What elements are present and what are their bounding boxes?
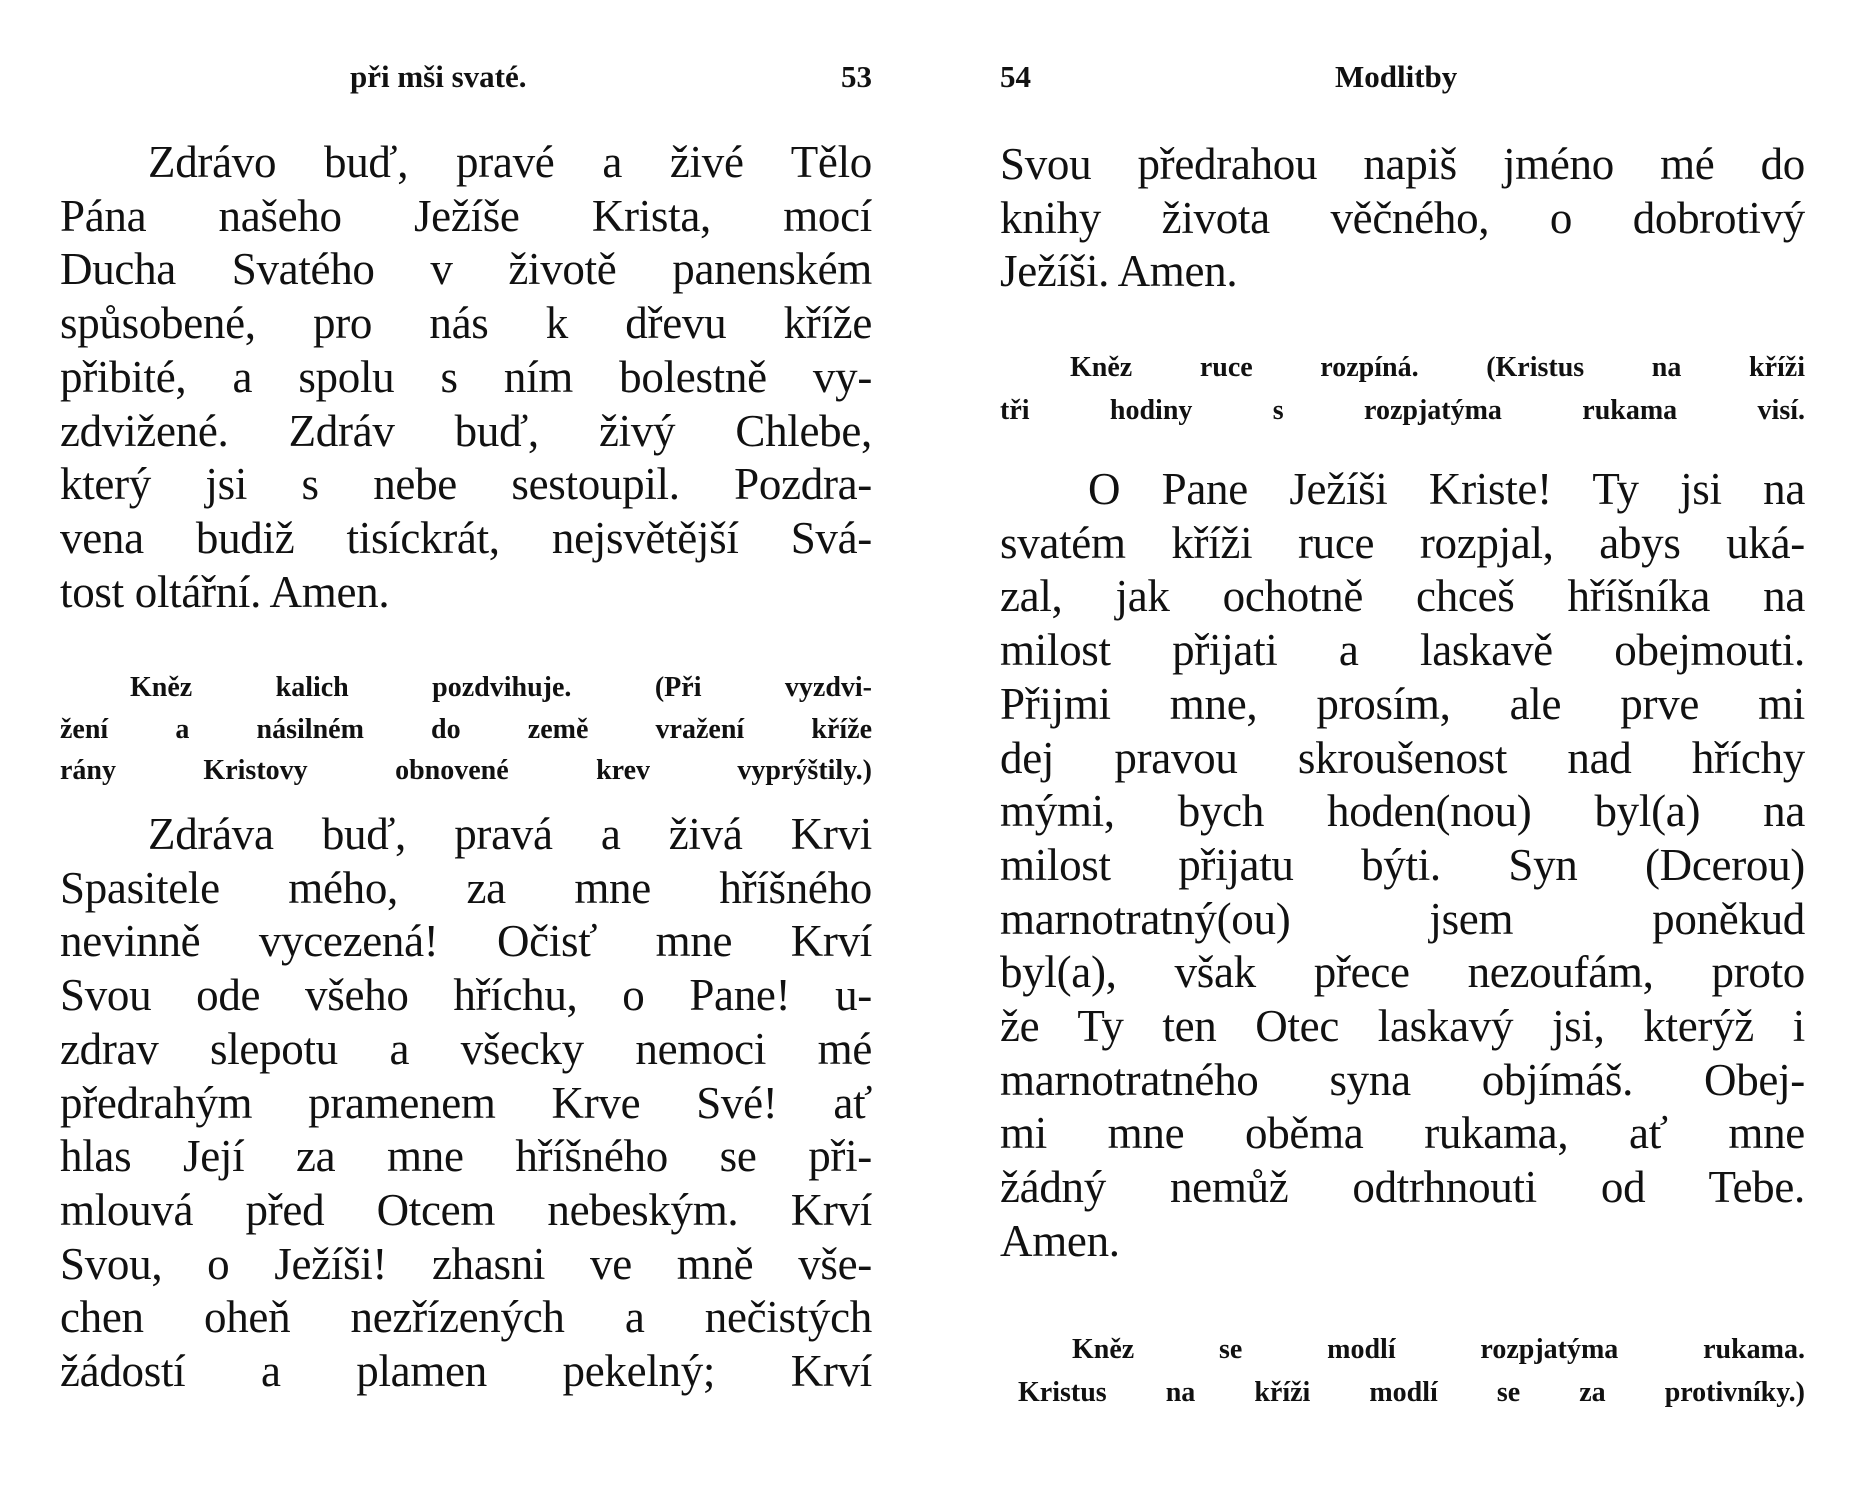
- rubric-line: Kněz se modlí rozpjatýma rukama.: [1072, 1334, 1805, 1365]
- text-line: žádný nemůž odtrhnouti od Tebe.: [1000, 1162, 1805, 1213]
- left-page-number: 53: [841, 59, 872, 94]
- text-line: zdrav slepotu a všecky nemoci mé: [60, 1023, 872, 1074]
- right-rubric-2: [1018, 1328, 1805, 1414]
- rubric-line: žení a násilném do země vražení kříže: [60, 713, 872, 745]
- text-line: Svou, o Ježíši! zhasni ve mně vše-: [60, 1238, 872, 1289]
- text-line: který jsi s nebe sestoupil. Pozdra-: [60, 459, 872, 510]
- left-paragraph-2: [60, 808, 872, 1399]
- text-line: Přijmi mne, prosím, ale prve mi: [1000, 678, 1805, 729]
- text-line: Zdrávo buď, pravé a živé Tělo: [148, 137, 872, 187]
- left-running-head: [60, 54, 872, 100]
- left-rubric-1: [60, 667, 872, 792]
- text-line: Ducha Svatého v životě panenském: [60, 244, 872, 295]
- text-line: mlouvá před Otcem nebeským. Krví: [60, 1184, 872, 1235]
- text-line: milost přijati a laskavě obejmouti.: [1000, 625, 1805, 676]
- right-paragraph-1: [1000, 138, 1805, 299]
- right-rubric-1: [1000, 346, 1805, 432]
- left-page: [60, 0, 872, 1500]
- text-line: Pána našeho Ježíše Krista, mocí: [60, 190, 872, 241]
- text-line: Svou ode všeho hříchu, o Pane! u-: [60, 970, 872, 1021]
- rubric-line: Kristus na kříži modlí se za protivníky.): [1018, 1377, 1805, 1408]
- text-line: byl(a), však přece nezoufám, proto: [1000, 947, 1805, 998]
- text-line: Amen.: [1000, 1215, 1120, 1266]
- text-line: marnotratného syna objímáš. Obej-: [1000, 1054, 1805, 1105]
- text-line: spůsobené, pro nás k dřevu kříže: [60, 298, 872, 349]
- text-line: zdvižené. Zdráv buď, živý Chlebe,: [60, 405, 872, 456]
- rubric-line: Kněz ruce rozpíná. (Kristus na kříži: [1070, 352, 1805, 383]
- right-page: [1000, 0, 1805, 1500]
- rubric-line: rány Kristovy obnovené krev vyprýštily.): [60, 755, 872, 786]
- text-line: svatém kříži ruce rozpjal, abys uká-: [1000, 517, 1805, 568]
- text-line: mými, bych hoden(nou) byl(a) na: [1000, 786, 1805, 837]
- text-line: Svou předrahou napiš jméno mé do: [1000, 139, 1805, 189]
- text-line: Ježíši. Amen.: [1000, 246, 1238, 297]
- right-running-head: [1000, 54, 1805, 100]
- text-line: marnotratný(ou) jsem poněkud: [1000, 893, 1805, 944]
- text-line: Spasitele mého, za mne hříšného: [60, 862, 872, 913]
- text-line: žádostí a plamen pekelný; Krví: [60, 1346, 872, 1397]
- left-running-title: při mši svaté.: [350, 59, 527, 94]
- rubric-line: Kněz kalich pozdvihuje. (Při vyzdvi-: [130, 672, 872, 703]
- text-line: předrahým pramenem Krve Své! ať: [60, 1077, 872, 1128]
- text-line: O Pane Ježíši Kriste! Ty jsi na: [1088, 464, 1805, 514]
- text-line: chen oheň nezřízených a nečistých: [60, 1292, 872, 1343]
- text-line: přibité, a spolu s ním bolestně vy-: [60, 351, 872, 402]
- text-line: mi mne oběma rukama, ať mne: [1000, 1108, 1805, 1159]
- right-page-number: 54: [1000, 59, 1031, 94]
- text-line: zal, jak ochotně chceš hříšníka na: [1000, 571, 1805, 622]
- right-running-title: Modlitby: [1335, 59, 1458, 94]
- rubric-line: tři hodiny s rozpjatýma rukama visí.: [1000, 395, 1805, 426]
- text-line: hlas Její za mne hříšného se při-: [60, 1131, 872, 1182]
- right-paragraph-2: [1000, 463, 1805, 1269]
- text-line: tost oltářní. Amen.: [60, 566, 390, 617]
- text-line: milost přijatu býti. Syn (Dcerou): [1000, 839, 1805, 890]
- text-line: Zdráva buď, pravá a živá Krvi: [148, 809, 872, 859]
- text-line: knihy života věčného, o dobrotivý: [1000, 192, 1805, 243]
- text-line: vena budiž tisíckrát, nejsvětější Svá-: [60, 512, 872, 563]
- text-line: nevinně vycezená! Očisť mne Krví: [60, 916, 872, 967]
- text-line: že Ty ten Otec laskavý jsi, kterýž i: [1000, 1001, 1805, 1052]
- text-line: dej pravou skroušenost nad hříchy: [1000, 732, 1805, 783]
- left-paragraph-1: [60, 136, 872, 619]
